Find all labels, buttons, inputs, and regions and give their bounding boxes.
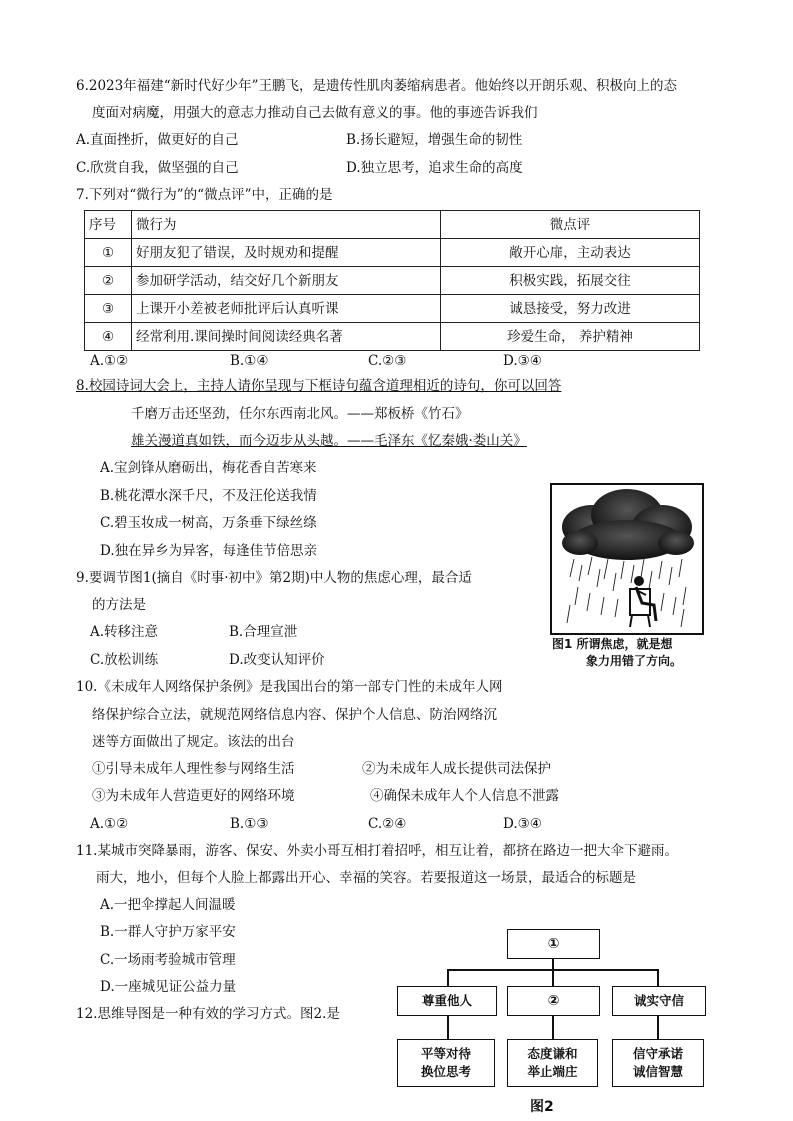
q11-stem-line1: 11.某城市突降暴雨，游客、保安、外卖小哥互相打着招呼，相互让着，都挤在路边一把大伞下避雨。	[76, 843, 678, 859]
leaf-text: 平等对待	[420, 1046, 471, 1061]
mindmap-leaf-center	[507, 1039, 598, 1087]
q9-option-c: C.放松训练	[90, 652, 159, 668]
table-header-row	[85, 211, 700, 239]
row-behavior: 好朋友犯了错误，及时规劝和提醒	[132, 239, 441, 267]
figure2-caption: 图2	[530, 1099, 554, 1115]
figure1-caption-line2: 象力用错了方向。	[586, 654, 683, 668]
q7-option-b: B.①④	[230, 353, 269, 369]
row-comment: 珍爱生命， 养护精神	[441, 323, 700, 351]
leaf-text: 信守承诺	[632, 1046, 683, 1061]
q8-option-a: A.宝剑锋从磨砺出，梅花香自苦寒来	[100, 460, 317, 476]
q10-option-a: A.①②	[90, 816, 129, 832]
q8-option-b: B.桃花潭水深千尺，不及汪伦送我情	[100, 488, 317, 504]
q12-stem: 12.思维导图是一种有效的学习方式。图2.是	[76, 1006, 340, 1022]
header-cell-number: 序号	[85, 211, 132, 239]
row-comment: 积极实践，拓展交往	[441, 267, 700, 295]
storm-cloud-icon	[552, 485, 702, 633]
q10-item-3: ③为未成年人营造更好的网络环境	[92, 788, 295, 804]
anxious-person-icon	[630, 576, 656, 627]
q7-option-d: D.③④	[503, 353, 542, 369]
table-row	[85, 323, 700, 351]
q9-option-d: D.改变认知评价	[229, 652, 325, 668]
row-comment: 敞开心扉，主动表达	[441, 239, 700, 267]
leaf-text: 举止端庄	[527, 1064, 578, 1079]
q7-option-c: C.②③	[368, 353, 407, 369]
q10-option-b: B.①③	[230, 816, 269, 832]
leaf-text: 诚信智慧	[632, 1064, 683, 1079]
figure1-illustration	[550, 483, 704, 635]
mindmap-connector	[552, 969, 554, 986]
mindmap-node-blank: ②	[507, 986, 600, 1016]
q8-poem-1: 千磨万击还坚劲，任尔东西南北风。——郑板桥《竹石》	[131, 406, 469, 422]
mindmap-leaf-right	[612, 1039, 704, 1087]
mindmap-node-respect: 尊重他人	[397, 986, 497, 1016]
row-behavior: 上课开小差被老师批评后认真听课	[132, 295, 441, 323]
q11-option-c: C.一场雨考验城市管理	[100, 952, 236, 968]
q7-table	[84, 210, 700, 351]
q6-option-c: C.欣赏自我，做坚强的自己	[76, 160, 239, 176]
q11-option-d: D.一座城见证公益力量	[100, 979, 237, 995]
q10-item-2: ②为未成年人成长提供司法保护	[362, 761, 551, 777]
q9-stem-line1: 9.要调节图1(摘自《时事·初中》第2期)中人物的焦虑心理，最合适	[76, 570, 472, 586]
q8-option-c: C.碧玉妆成一树高，万条垂下绿丝绦	[100, 515, 317, 531]
table-row	[85, 239, 700, 267]
row-comment: 诚恳接受，努力改进	[441, 295, 700, 323]
header-cell-comment: 微点评	[441, 211, 700, 239]
table-row	[85, 295, 700, 323]
mindmap-connector	[552, 1015, 554, 1039]
q10-stem-line3: 迷等方面做出了规定。该法的出台	[92, 734, 295, 750]
q6-option-a: A.直面挫折，做更好的自己	[76, 132, 239, 148]
q9-stem-line2: 的方法是	[92, 597, 146, 613]
q10-stem-line1: 10.《未成年人网络保护条例》是我国出台的第一部专门性的未成年人网	[76, 679, 503, 695]
figure1-caption-line1: 图1 所谓焦虑，就是想	[552, 637, 673, 651]
q9-option-b: B.合理宣泄	[229, 624, 298, 640]
q9-option-a: A.转移注意	[90, 624, 159, 640]
header-cell-behavior: 微行为	[132, 211, 441, 239]
mindmap-leaf-left	[397, 1039, 495, 1087]
row-number: ①	[85, 239, 132, 267]
mindmap-node-honesty: 诚实守信	[612, 986, 706, 1016]
q7-option-a: A.①②	[90, 353, 129, 369]
q6-option-d: D.独立思考，追求生命的高度	[346, 160, 523, 176]
q8-stem: 8.校园诗词大会上，主持人请你呈现与下框诗句蕴含道理相近的诗句，你可以回答	[76, 378, 562, 394]
q8-poem-2: 雄关漫道真如铁，而今迈步从头越。——毛泽东《忆秦娥·娄山关》	[131, 433, 527, 449]
q6-option-b: B.扬长避短，增强生命的韧性	[346, 132, 523, 148]
q11-option-b: B.一群人守护万家平安	[100, 924, 236, 940]
q6-stem-line2: 度面对病魔，用强大的意志力推动自己去做有意义的事。他的事迹告诉我们	[92, 105, 538, 121]
leaf-text: 换位思考	[420, 1064, 471, 1079]
row-number: ④	[85, 323, 132, 351]
q10-stem-line2: 络保护综合立法，就规范网络信息内容、保护个人信息、防治网络沉	[92, 707, 497, 723]
q6-stem-line1: 6.2023年福建“新时代好少年”王鹏飞，是遗传性肌肉萎缩病患者。他始终以开朗乐观、积极向上的态	[76, 78, 678, 94]
row-behavior: 经常利用.课间操时间阅读经典名著	[132, 323, 441, 351]
mindmap-root-node: ①	[507, 929, 600, 959]
figure1-caption	[552, 636, 682, 670]
mindmap-connector	[552, 959, 554, 969]
q11-stem-line2: 雨大，地小，但每个人脸上都露出开心、幸福的笑容。若要报道这一场景，最适合的标题是	[96, 870, 636, 886]
q10-option-d: D.③④	[503, 816, 542, 832]
mindmap-connector	[447, 1015, 449, 1039]
mindmap-connector	[657, 1015, 659, 1039]
q7-stem: 7.下列对“微行为”的“微点评”中，正确的是	[76, 187, 333, 203]
row-behavior: 参加研学活动，结交好几个新朋友	[132, 267, 441, 295]
q11-option-a: A.一把伞撑起人间温暖	[100, 897, 236, 913]
q10-option-c: C.②④	[368, 816, 407, 832]
mindmap-connector	[657, 969, 659, 986]
table-row	[85, 267, 700, 295]
row-number: ②	[85, 267, 132, 295]
q10-item-1: ①引导未成年人理性参与网络生活	[92, 761, 295, 777]
leaf-text: 态度谦和	[527, 1046, 578, 1061]
q8-option-d: D.独在异乡为异客，每逢佳节倍思亲	[100, 543, 318, 559]
row-number: ③	[85, 295, 132, 323]
mindmap-connector	[447, 969, 449, 986]
q10-item-4: ④确保未成年人个人信息不泄露	[370, 788, 559, 804]
